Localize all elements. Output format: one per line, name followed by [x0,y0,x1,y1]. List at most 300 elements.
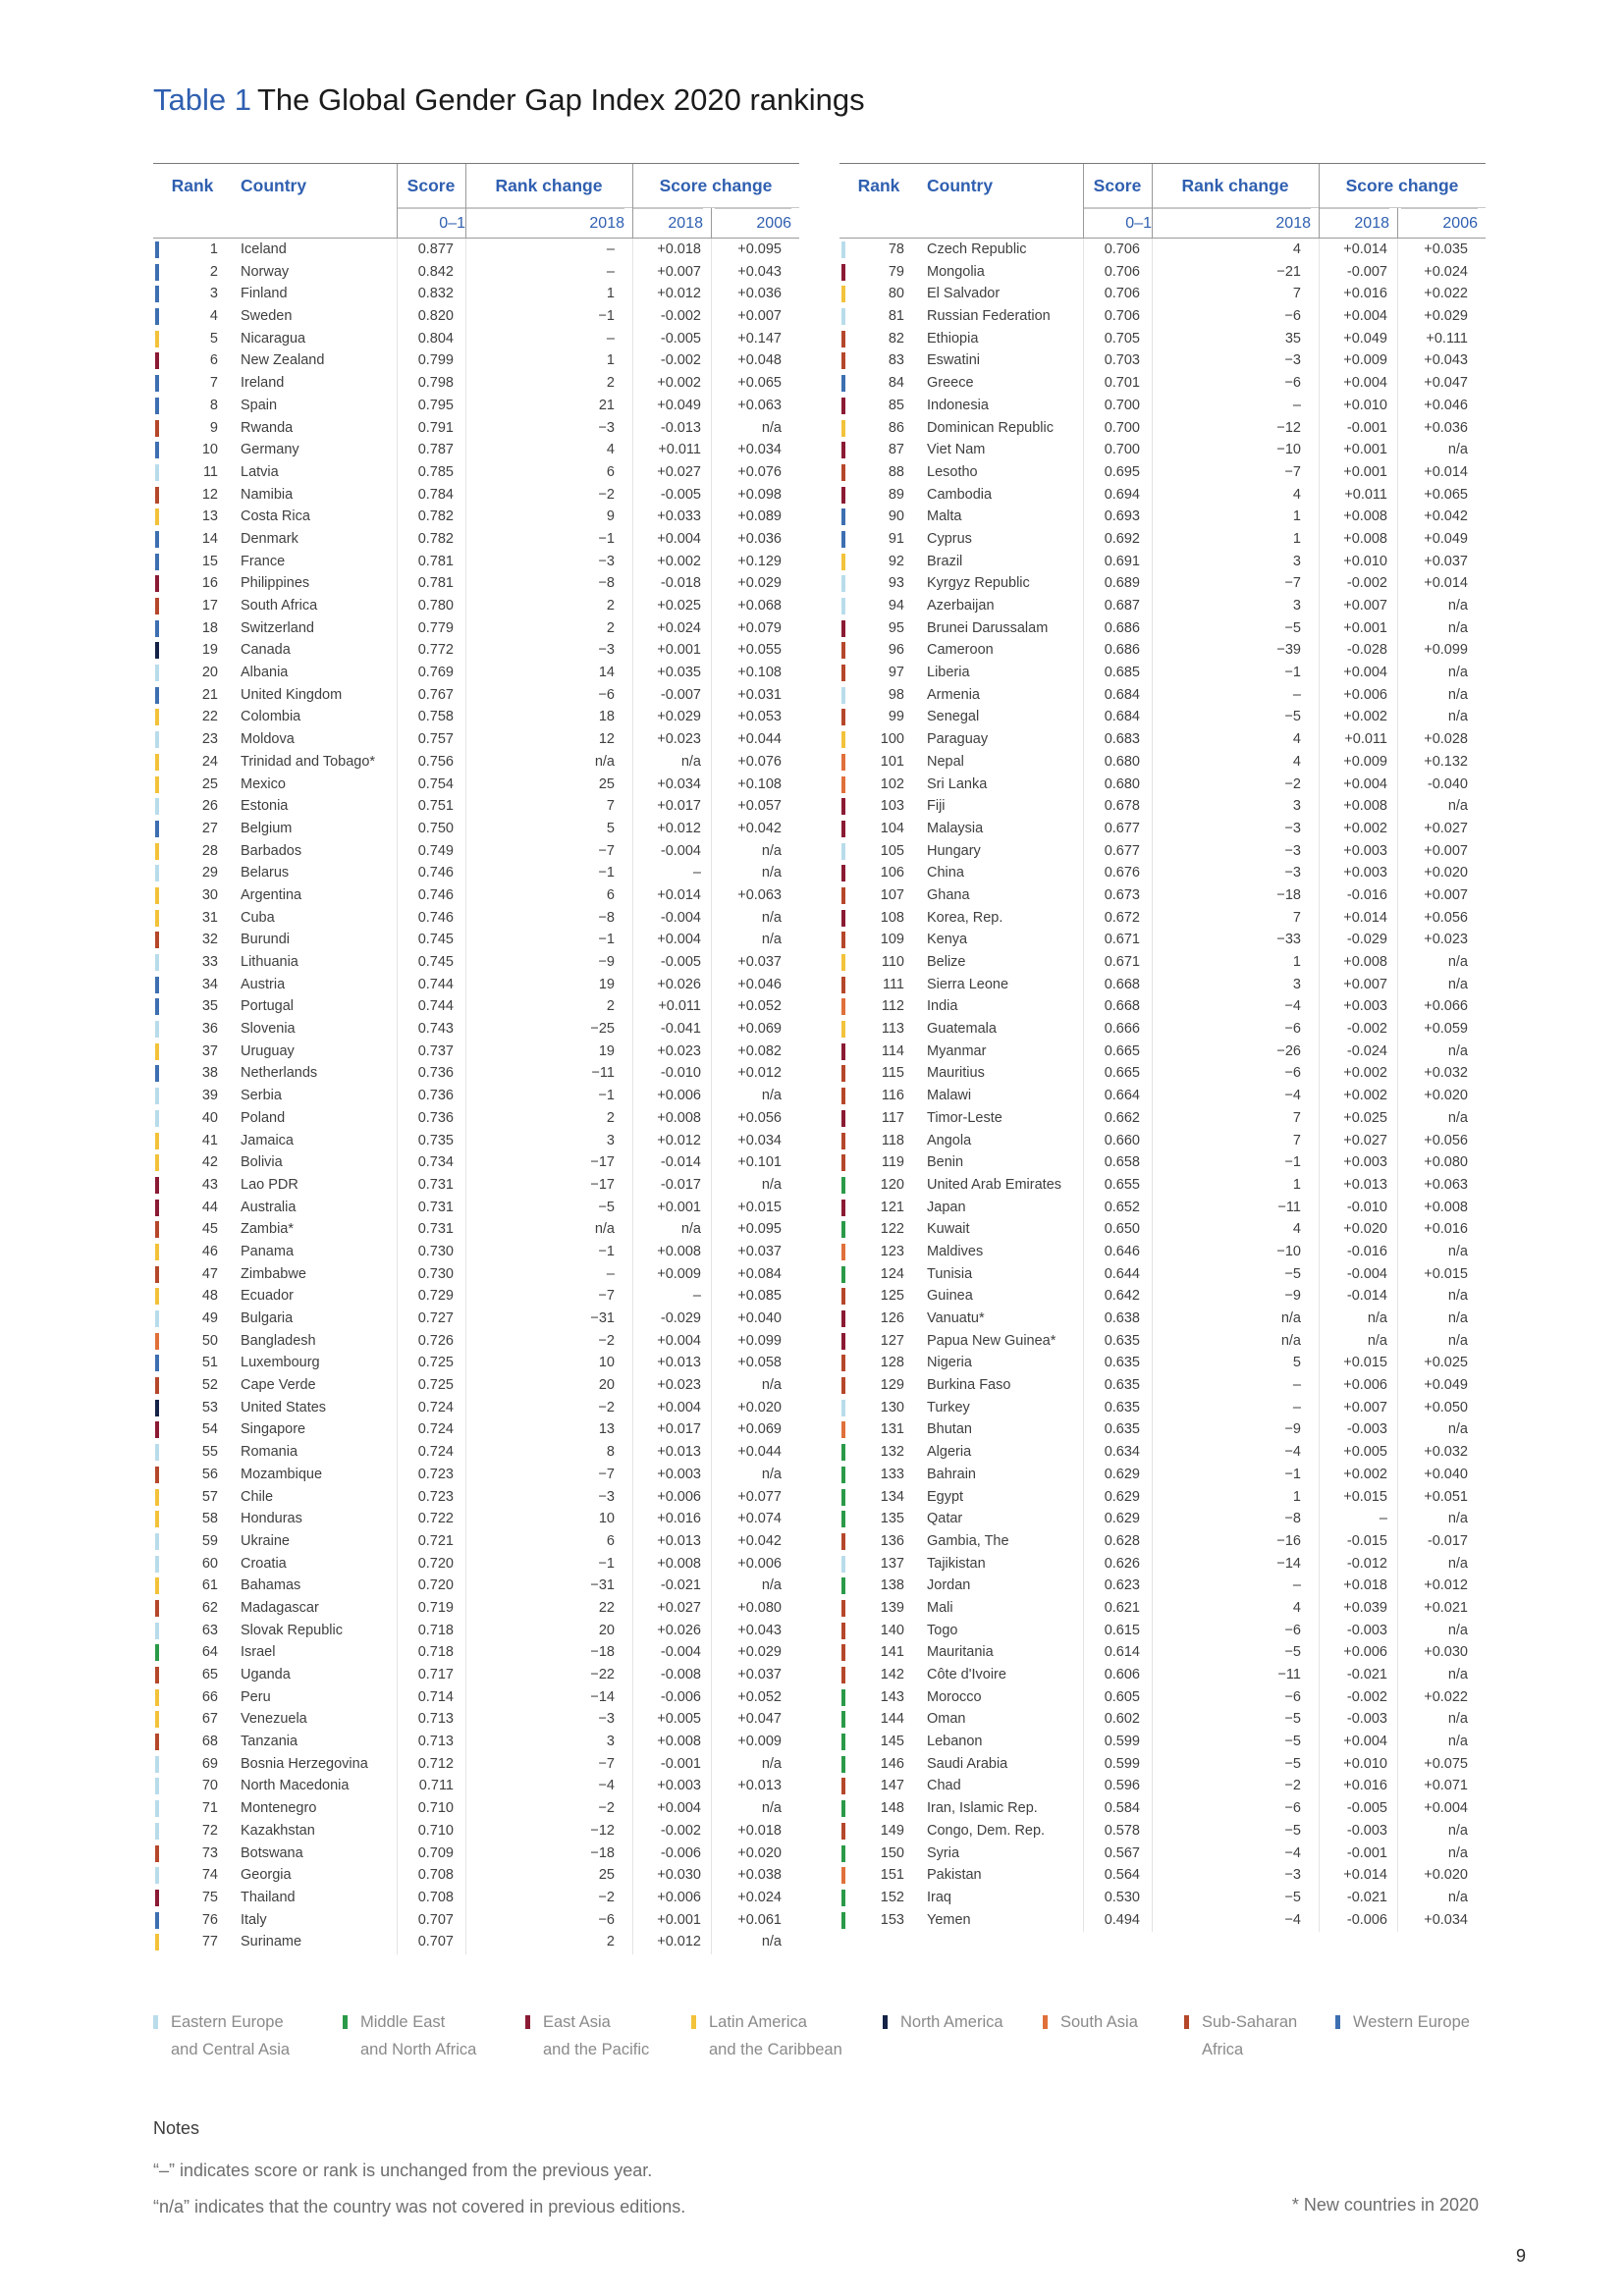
rank-cell: 99 [888,709,904,725]
rank-cell: 48 [201,1288,218,1305]
rank-change-cell: −5 [1284,1889,1301,1905]
table-row [839,1708,1486,1731]
rank-cell: 4 [209,308,218,325]
table-row [153,1864,799,1887]
score-change-2006-cell: +0.099 [1424,642,1468,659]
score-change-2018-cell: +0.012 [657,1132,701,1148]
score-cell: 0.684 [1104,686,1140,703]
score-change-2006-cell: +0.037 [1424,553,1468,569]
table-row [153,1686,799,1709]
score-cell: 0.787 [417,442,454,458]
rank-change-cell: −5 [598,1199,615,1215]
rank-change-cell: 4 [1292,753,1301,770]
score-cell: 0.691 [1104,553,1140,569]
rank-change-cell: −33 [1276,932,1301,948]
score-cell: 0.665 [1104,1042,1140,1059]
score-cell: 0.749 [417,842,454,859]
score-change-2018-cell: +0.001 [657,1911,701,1928]
table-row [839,1352,1486,1374]
legend-swatch [1184,2015,1189,2029]
country-cell: Yemen [927,1911,971,1928]
score-cell: 0.638 [1104,1310,1140,1326]
score-change-2006-cell: +0.022 [1424,286,1468,302]
table-body [839,239,1486,1931]
table-row [153,795,799,818]
table-row [153,595,799,617]
score-change-2006-cell: +0.037 [737,1667,782,1682]
column-divider [397,164,398,239]
country-cell: Mozambique [241,1466,323,1482]
score-change-2006-cell: +0.089 [737,508,782,525]
table-row [153,1641,799,1664]
table-row [839,1731,1486,1753]
table-row [839,239,1486,261]
score-change-2006-cell: +0.071 [1424,1778,1468,1794]
rank-change-cell: −3 [598,1488,615,1505]
score-change-2018-cell: -0.010 [1346,1199,1387,1215]
score-change-2018-cell: -0.024 [1346,1042,1387,1059]
score-cell: 0.746 [417,865,454,881]
score-change-2018-cell: +0.009 [1343,352,1387,369]
table-row [839,572,1486,595]
score-cell: 0.718 [417,1644,454,1661]
rank-change-cell: −1 [598,1555,615,1572]
table-row [839,907,1486,930]
score-change-2006-cell: n/a [761,1176,782,1193]
score-change-2018-cell: +0.033 [657,508,701,525]
table-row [153,728,799,751]
country-cell: Lao PDR [241,1176,298,1193]
score-cell: 0.578 [1104,1822,1140,1839]
score-change-2006-cell: +0.024 [737,1889,782,1905]
rank-cell: 52 [201,1377,218,1394]
score-cell: 0.676 [1104,865,1140,881]
rank-cell: 1 [209,241,218,257]
rank-cell: 138 [880,1577,904,1594]
country-cell: United States [241,1399,327,1415]
column-divider [465,239,466,1954]
rank-change-cell: −14 [590,1688,615,1705]
table-row [839,1597,1486,1620]
rank-change-cell: 2 [606,598,615,614]
country-cell: Greece [927,375,974,392]
table-row [153,1708,799,1731]
score-change-2006-cell: +0.008 [1424,1199,1468,1215]
rank-change-cell: −7 [598,1755,615,1772]
subheader-rule [397,207,799,208]
rank-cell: 132 [880,1444,904,1461]
score-change-2006-cell: +0.024 [1424,263,1468,280]
score-change-2018-cell: -0.016 [1346,886,1387,903]
country-cell: El Salvador [927,286,1001,302]
rank-cell: 136 [880,1532,904,1549]
rank-change-cell: −2 [598,1889,615,1905]
score-change-2018-cell: -0.007 [1346,263,1387,280]
score-cell: 0.605 [1104,1688,1140,1705]
legend-label-line2: and the Pacific [543,2041,650,2058]
score-change-2018-cell: +0.008 [657,1555,701,1572]
rank-cell: 54 [201,1421,218,1438]
score-cell: 0.642 [1104,1288,1140,1305]
country-cell: Tajikistan [927,1555,986,1572]
rank-cell: 87 [888,442,904,458]
rank-cell: 86 [888,419,904,436]
score-change-2006-cell: +0.108 [737,665,782,681]
score-cell: 0.751 [417,798,454,815]
rank-change-cell: −7 [598,842,615,859]
rank-change-cell: −5 [1284,1265,1301,1282]
rank-cell: 60 [201,1555,218,1572]
score-change-2006-cell: n/a [1447,1844,1468,1861]
table-row [153,1352,799,1374]
score-change-2018-cell: -0.002 [660,1822,701,1839]
score-change-2006-cell: +0.051 [1424,1488,1468,1505]
score-change-2006-cell: +0.075 [1424,1755,1468,1772]
country-cell: Lesotho [927,463,978,480]
score-cell: 0.684 [1104,709,1140,725]
score-cell: 0.744 [417,998,454,1015]
table-row [839,1218,1486,1241]
rank-cell: 134 [880,1488,904,1505]
rank-cell: 144 [880,1711,904,1728]
rank-change-cell: −1 [598,1243,615,1259]
rank-cell: 89 [888,486,904,503]
score-change-2006-cell: n/a [1447,686,1468,703]
score-cell: 0.615 [1104,1622,1140,1638]
score-change-2018-cell: +0.039 [1343,1599,1387,1616]
score-change-2018-cell: -0.010 [660,1065,701,1082]
table-row [153,417,799,440]
score-change-2018-cell: +0.004 [657,1399,701,1415]
rank-cell: 37 [201,1042,218,1059]
score-change-2018-cell: +0.008 [657,1109,701,1126]
score-change-2018-cell: -0.021 [1346,1889,1387,1905]
rank-cell: 27 [201,820,218,836]
rank-change-cell: −8 [598,575,615,592]
score-change-2018-cell: +0.049 [657,397,701,413]
legend-item [1043,2008,1138,2036]
country-cell: Barbados [241,842,302,859]
rank-cell: 71 [201,1800,218,1817]
rank-change-cell: 5 [1292,1355,1301,1371]
score-change-2006-cell: +0.063 [737,397,782,413]
country-cell: Kyrgyz Republic [927,575,1030,592]
rank-change-cell: −5 [1284,1734,1301,1750]
rank-cell: 111 [882,976,904,992]
country-cell: Peru [241,1688,271,1705]
rank-change-cell: −22 [590,1667,615,1682]
score-change-2006-cell: +0.013 [737,1778,782,1794]
table-row [153,929,799,951]
score-cell: 0.706 [1104,241,1140,257]
rank-cell: 28 [201,842,218,859]
score-change-2018-cell: +0.018 [1343,1577,1387,1594]
table-row [153,1820,799,1842]
rank-cell: 51 [201,1355,218,1371]
rank-change-cell: −17 [590,1154,615,1171]
score-cell: 0.564 [1104,1867,1140,1884]
score-cell: 0.877 [417,241,454,257]
rank-change-cell: 4 [606,442,615,458]
rank-change-cell: 2 [606,1934,615,1950]
score-cell: 0.677 [1104,820,1140,836]
score-change-2018-cell: +0.003 [1343,842,1387,859]
country-cell: Australia [241,1199,297,1215]
rank-change-cell: −2 [598,1332,615,1349]
score-cell: 0.734 [417,1154,454,1171]
score-change-2006-cell: n/a [1447,976,1468,992]
table-row [153,372,799,395]
table-row [153,328,799,350]
score-change-2018-cell: -0.012 [1346,1555,1387,1572]
score-change-2018-cell: +0.006 [1343,1644,1387,1661]
score-cell: 0.678 [1104,798,1140,815]
rank-change-cell: 1 [1292,954,1301,970]
rank-cell: 141 [880,1644,904,1661]
country-cell: Ecuador [241,1288,295,1305]
legend-item [525,2008,649,2063]
rank-cell: 125 [880,1288,904,1305]
score-cell: 0.714 [417,1688,454,1705]
score-cell: 0.799 [417,352,454,369]
score-cell: 0.668 [1104,976,1140,992]
score-cell: 0.724 [417,1421,454,1438]
rank-change-cell: 6 [606,463,615,480]
score-change-2006-cell: n/a [761,1800,782,1817]
table-row [153,639,799,662]
score-cell: 0.635 [1104,1355,1140,1371]
score-change-2006-cell: n/a [761,865,782,881]
legend-label: North America [900,2013,1003,2031]
country-cell: Malta [927,508,962,525]
rank-change-cell: 25 [598,1867,615,1884]
score-change-2006-cell: +0.068 [737,598,782,614]
score-change-2006-cell: n/a [1447,1822,1468,1839]
country-cell: Poland [241,1109,286,1126]
rank-change-cell: 10 [598,1511,615,1527]
rank-cell: 80 [888,286,904,302]
table-row [153,1174,799,1197]
score-cell: 0.694 [1104,486,1140,503]
rank-cell: 59 [201,1532,218,1549]
legend-label: Western Europe [1353,2013,1470,2031]
country-cell: Norway [241,263,290,280]
country-cell: Finland [241,286,288,302]
country-cell: Nepal [927,753,964,770]
score-change-2018-cell: +0.016 [1343,1778,1387,1794]
score-change-2006-cell: +0.046 [737,976,782,992]
score-change-2018-cell: +0.004 [1343,308,1387,325]
column-divider [1397,239,1398,1932]
score-change-2006-cell: n/a [1447,1511,1468,1527]
score-change-2006-cell: +0.037 [737,1243,782,1259]
country-cell: Ghana [927,886,970,903]
rank-change-cell: n/a [594,753,615,770]
rank-cell: 135 [880,1511,904,1527]
country-cell: Botswana [241,1844,303,1861]
score-change-2006-cell: +0.053 [737,709,782,725]
score-cell: 0.710 [417,1800,454,1817]
column-divider [465,164,466,239]
rank-cell: 121 [880,1199,904,1215]
country-cell: Germany [241,442,299,458]
legend-swatch [1043,2015,1048,2029]
score-cell: 0.660 [1104,1132,1140,1148]
rank-cell: 14 [201,530,218,547]
subheader-score-2018: 2018 [1319,208,1389,239]
rank-cell: 146 [880,1755,904,1772]
rank-change-cell: −3 [598,642,615,659]
score-change-2006-cell: n/a [1447,1711,1468,1728]
score-change-2006-cell: n/a [761,1577,782,1594]
rank-cell: 31 [201,909,218,926]
score-change-2006-cell: n/a [1447,1042,1468,1059]
country-cell: Vanuatu* [927,1310,985,1326]
header-country: Country [241,176,307,195]
rank-cell: 110 [881,954,904,970]
rank-cell: 20 [201,665,218,681]
score-cell: 0.706 [1104,263,1140,280]
table-row [153,907,799,930]
score-change-2018-cell: -0.004 [660,1644,701,1661]
rank-change-cell: 3 [1292,598,1301,614]
rank-change-cell: −1 [598,865,615,881]
score-change-2018-cell: -0.006 [660,1844,701,1861]
rank-change-cell: −3 [598,419,615,436]
country-cell: France [241,553,286,569]
rank-change-cell: 1 [1292,1488,1301,1505]
notes [153,2118,685,2225]
country-cell: Paraguay [927,731,989,748]
score-cell: 0.614 [1104,1644,1140,1661]
score-cell: 0.798 [417,375,454,392]
score-cell: 0.664 [1104,1088,1140,1104]
score-cell: 0.769 [417,665,454,681]
table-row [153,261,799,284]
score-cell: 0.683 [1104,731,1140,748]
score-change-2006-cell: n/a [1447,442,1468,458]
score-change-2006-cell: +0.032 [1424,1444,1468,1461]
country-cell: Mauritania [927,1644,994,1661]
country-cell: Albania [241,665,289,681]
country-cell: Uganda [241,1667,291,1682]
country-cell: Korea, Rep. [927,909,1003,926]
rank-change-cell: – [606,330,615,347]
table-row [839,840,1486,863]
rank-change-cell: −3 [1284,820,1301,836]
rank-cell: 68 [201,1734,218,1750]
table-row [153,1575,799,1597]
rank-cell: 21 [201,686,218,703]
rank-change-cell: −9 [1284,1421,1301,1438]
table-row [839,484,1486,507]
table-row [153,1197,799,1219]
rank-cell: 90 [888,508,904,525]
country-cell: Thailand [241,1889,296,1905]
table-row [153,1731,799,1753]
country-cell: Cambodia [927,486,993,503]
new-countries-note: * New countries in 2020 [1291,2195,1479,2215]
table-row [153,1931,799,1953]
score-change-2006-cell: +0.061 [737,1911,782,1928]
rank-cell: 69 [201,1755,218,1772]
score-change-2018-cell: +0.004 [657,1800,701,1817]
score-cell: 0.692 [1104,530,1140,547]
score-change-2006-cell: n/a [761,1088,782,1104]
table-row [839,1174,1486,1197]
table-row [839,1909,1486,1932]
table-row [153,1397,799,1419]
score-cell: 0.709 [417,1844,454,1861]
rank-change-cell: −3 [598,553,615,569]
table-header [153,163,799,239]
rank-change-cell: −2 [598,1399,615,1415]
rank-cell: 23 [201,731,218,748]
rank-cell: 153 [880,1911,904,1928]
score-cell: 0.680 [1104,775,1140,792]
rank-change-cell: 2 [606,619,615,636]
country-cell: Malaysia [927,820,984,836]
score-change-2018-cell: +0.029 [657,709,701,725]
table-row [839,1197,1486,1219]
table-row [839,639,1486,662]
subheader-rule [1083,207,1486,208]
rank-change-cell: 7 [1292,1109,1301,1126]
rank-change-cell: 4 [1292,241,1301,257]
legend-label-line2: and North Africa [360,2041,477,2058]
score-change-2006-cell: +0.095 [737,1221,782,1238]
score-change-2006-cell: +0.052 [737,998,782,1015]
country-cell: Morocco [927,1688,982,1705]
table-row [153,974,799,996]
rank-cell: 53 [201,1399,218,1415]
score-change-2006-cell: +0.044 [737,1444,782,1461]
country-cell: Japan [927,1199,966,1215]
score-cell: 0.626 [1104,1555,1140,1572]
score-cell: 0.701 [1104,375,1140,392]
score-change-2006-cell: +0.020 [737,1844,782,1861]
score-cell: 0.731 [417,1199,454,1215]
table-row [153,1085,799,1107]
score-change-2006-cell: +0.056 [1424,1132,1468,1148]
rank-cell: 145 [880,1734,904,1750]
table-row [839,461,1486,484]
table-row [839,818,1486,840]
score-change-2018-cell: +0.011 [658,998,701,1015]
country-cell: Belarus [241,865,290,881]
country-cell: Denmark [241,530,298,547]
score-change-2018-cell: +0.004 [657,530,701,547]
table-row [839,1887,1486,1909]
score-change-2006-cell: n/a [1447,665,1468,681]
country-cell: Bangladesh [241,1332,316,1349]
legend-swatch [153,2015,158,2029]
rank-change-cell: −10 [1276,442,1301,458]
rank-cell: 148 [880,1800,904,1817]
score-change-2006-cell: +0.047 [1424,375,1468,392]
score-change-2006-cell: +0.076 [737,753,782,770]
country-cell: Bahamas [241,1577,301,1594]
score-cell: 0.724 [417,1399,454,1415]
score-cell: 0.724 [417,1444,454,1461]
score-cell: 0.629 [1104,1466,1140,1482]
score-cell: 0.744 [417,976,454,992]
rank-cell: 112 [881,998,904,1015]
table-row [153,1130,799,1152]
rank-cell: 73 [201,1844,218,1861]
score-change-2006-cell: +0.012 [737,1065,782,1082]
legend-label: East Asia [543,2013,611,2031]
